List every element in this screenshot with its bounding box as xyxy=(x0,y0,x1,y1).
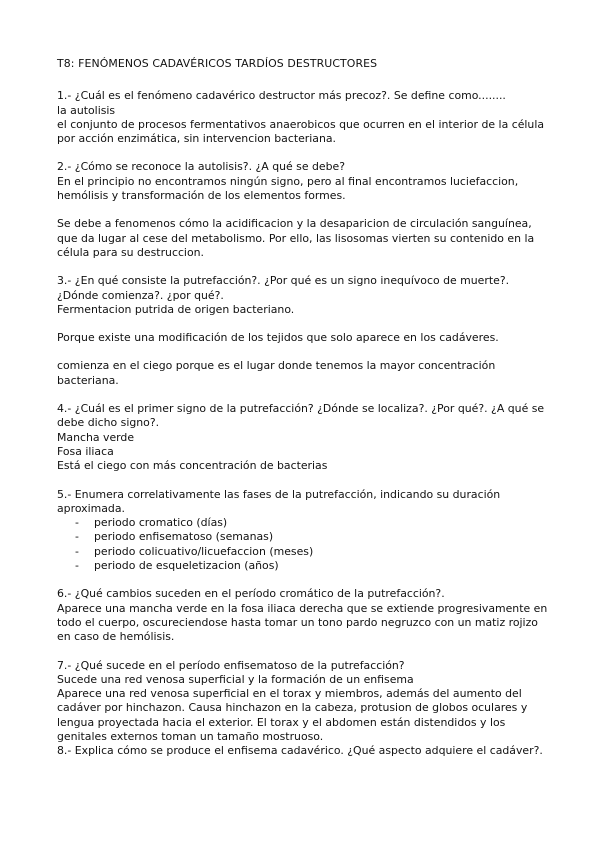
answer-4-sign: Mancha verde xyxy=(57,430,135,444)
question-1-text: 1.- ¿Cuál es el fenómeno cadavérico destructor más precoz?. Se define como........ xyxy=(57,89,506,103)
question-6 xyxy=(57,587,548,644)
answer-2-text: En el principio no encontramos ningún signo, pero al final encontramos luciefaccion, hemólisis y transformación de los elementos formes. xyxy=(57,174,519,203)
question-8 xyxy=(57,744,548,758)
question-3 xyxy=(57,274,548,317)
answer-1-definition: el conjunto de procesos fermentativos anaerobicos que ocurren en el interior de la célula por acción enzimática, sin intervencion bacteriana. xyxy=(57,117,545,146)
question-3-text: 3.- ¿En qué consiste la putrefacción?. ¿Por qué es un signo inequívoco de muerte?.¿Dónde comienza?. ¿por qué?. xyxy=(57,274,510,302)
question-4 xyxy=(57,402,548,473)
question-6-text: 6.- ¿Qué cambios suceden en el período cromático de la putrefacción?. xyxy=(57,587,445,601)
phase-item: - periodo de esqueletizacion (años) xyxy=(75,559,548,573)
answer-3-reason-text: Porque existe una modificación de los tejidos que solo aparece en los cadáveres. xyxy=(57,331,499,345)
answer-7-summary: Sucede una red venosa superficial y la formación de un enfisema xyxy=(57,672,414,686)
question-7-text: 7.- ¿Qué sucede en el período enfisematoso de la putrefacción? xyxy=(57,658,405,672)
answer-3-text: Fermentacion putrida de origen bacteriano. xyxy=(57,302,295,316)
phase-item: - periodo enfisematoso (semanas) xyxy=(75,530,548,544)
answer-2-extra xyxy=(57,217,548,260)
question-5 xyxy=(57,488,548,574)
phase-item: - periodo colicuativo/licuefaccion (meses) xyxy=(75,545,548,559)
answer-3-location-text: comienza en el ciego porque es el lugar donde tenemos la mayor concentración bacteriana. xyxy=(57,359,496,387)
answer-4-cause: Está el ciego con más concentración de bacterias xyxy=(57,459,328,473)
question-2 xyxy=(57,160,548,203)
question-2-text: 2.- ¿Cómo se reconoce la autolisis?. ¿A qué se debe? xyxy=(57,160,346,174)
question-8-text: 8.- Explica cómo se produce el enfisema cadavérico. ¿Qué aspecto adquiere el cadáver?. xyxy=(57,744,543,758)
question-7 xyxy=(57,659,548,745)
answer-7-detail: Aparece una red venosa superficial en el torax y miembros, además del aumento del cadáver por hinchazon. Causa hinchazon en la cabeza, protusion de globos oculares y lengua proyectada hacia el exterior. El torax y el abdomen están distendidos y los genitales externos toman un tamaño mostruoso. xyxy=(57,687,528,743)
answer-2-cause: Se debe a fenomenos cómo la acidificacion y la desaparicion de circulación sanguínea, que da lugar al cese del metabolismo. Por ello, las lisosomas vierten su contenido en la célula para su destruccion. xyxy=(57,217,535,259)
answer-3-location xyxy=(57,359,548,388)
question-4-text: 4.- ¿Cuál es el primer signo de la putrefacción? ¿Dónde se localiza?. ¿Por qué?. ¿A qué se debe dicho signo?. xyxy=(57,402,545,430)
page-title: T8: FENÓMENOS CADAVÉRICOS TARDÍOS DESTRUCTORES xyxy=(57,57,378,70)
question-1 xyxy=(57,89,548,146)
phase-item: - periodo cromatico (días) xyxy=(75,516,548,530)
answer-4-location: Fosa iliaca xyxy=(57,444,114,458)
phases-list xyxy=(57,516,548,573)
answer-1-term: la autolisis xyxy=(57,103,116,117)
answer-6-text: Aparece una mancha verde en la fosa iliaca derecha que se extiende progresivamente en todo el cuerpo, oscureciendose hasta tomar un tono pardo negruzco con un matiz rojizo en caso de hemólisis. xyxy=(57,601,548,644)
question-5-text: 5.- Enumera correlativamente las fases de la putrefacción, indicando su duración aproximada. xyxy=(57,487,501,515)
answer-3-reason xyxy=(57,331,548,345)
